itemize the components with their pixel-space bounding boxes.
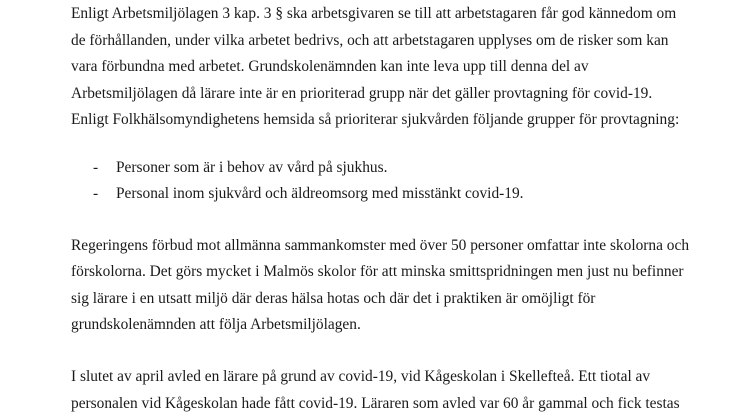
paragraph-line: Arbetsmiljölagen då lärare inte är en prioriterad grupp när det gäller provtagning för covid-19. xyxy=(71,85,653,102)
paragraph-line: grundskolenämnden att följa Arbetsmiljölagen. xyxy=(71,316,361,333)
paragraph-line: Regeringens förbud mot allmänna sammankomster med över 50 personer omfattar inte skolorna och xyxy=(71,237,690,254)
paragraph-line: Enligt Arbetsmiljölagen 3 kap. 3 § ska arbetsgivaren se till att arbetstagaren får god kännedom om xyxy=(71,5,677,22)
paragraph-line: personalen vid Kågeskolan hade fått covid-19. Läraren som avled var 60 år gammal och fick testas xyxy=(71,395,680,412)
paragraph-line: de förhållanden, under vilka arbetet bedrivs, och att arbetstagaren upplyses om de risker som kan xyxy=(71,32,669,49)
bullet-marker: - xyxy=(93,159,99,176)
paragraph-line: Enligt Folkhälsomyndighetens hemsida så prioriterar sjukvården följande grupper för provtagning: xyxy=(71,111,680,128)
bullet-marker: - xyxy=(93,185,99,202)
list-item-text: Personal inom sjukvård och äldreomsorg med misstänkt covid-19. xyxy=(116,185,524,202)
list-item-text: Personer som är i behov av vård på sjukhus. xyxy=(116,159,388,176)
paragraph-line: vara förbundna med arbetet. Grundskolenämnden kan inte leva upp till denna del av xyxy=(71,58,589,75)
paragraph-line: I slutet av april avled en lärare på grund av covid-19, vid Kågeskolan i Skellefteå. Ett tiotal av xyxy=(71,368,651,385)
paragraph-line: sig lärare i en utsatt miljö där deras hälsa hotas och där det i praktiken är omöjligt för xyxy=(71,290,596,307)
paragraph-line: förskolorna. Det görs mycket i Malmös skolor för att minska smittspridningen men just nu befinner xyxy=(71,263,684,280)
